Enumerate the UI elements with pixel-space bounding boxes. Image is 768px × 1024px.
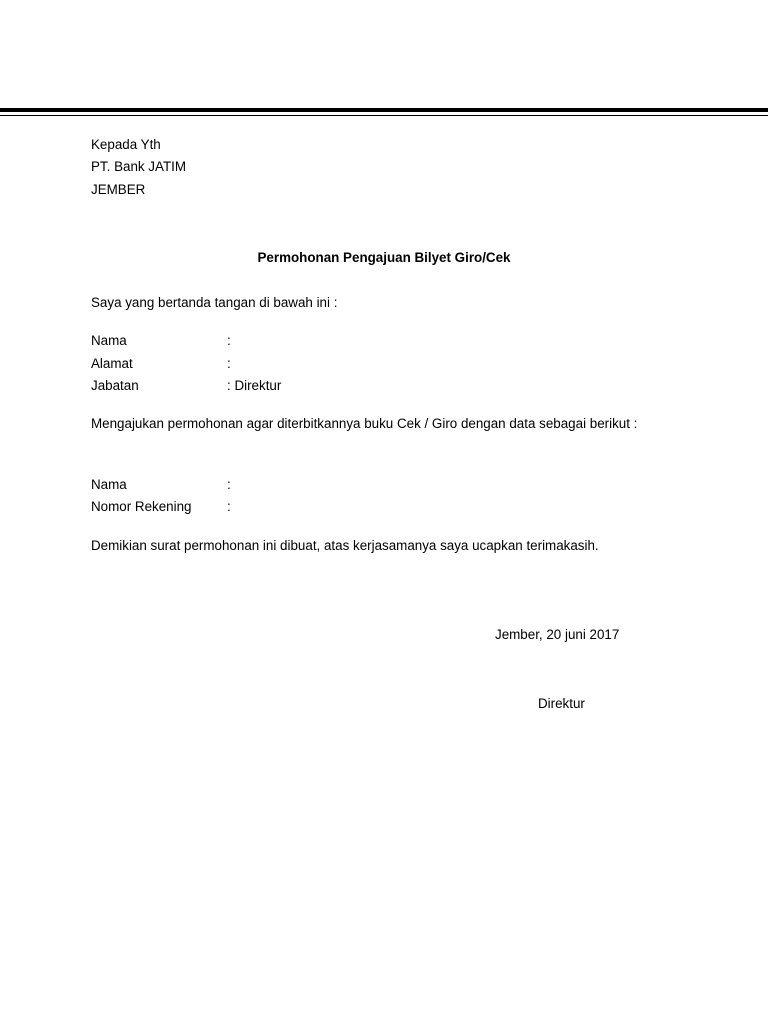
recipient-line-1: Kepada Yth [91,137,161,152]
closing-text: Demikian surat permohonan ini dibuat, atas kerjasamanya saya ucapkan terimakasih. [91,538,599,553]
field-value: : [227,499,231,514]
field-label: Nama [91,333,127,348]
request-paragraph: Mengajukan permohonan agar diterbitkannya buku Cek / Giro dengan data sebagai berikut : [91,416,638,431]
field-value: : [227,356,231,371]
header-rule-thick [0,108,768,112]
signer-field-name [91,333,231,349]
field-value: : [227,333,231,348]
field-label: Nomor Rekening [91,499,192,514]
account-field-name [91,477,231,493]
field-value: : Direktur [227,378,282,393]
field-label: Jabatan [91,378,139,393]
place-date: Jember, 20 juni 2017 [495,627,620,642]
header-rule-thin [0,115,768,116]
intro-text: Saya yang bertanda tangan di bawah ini : [91,295,338,310]
field-label: Nama [91,477,127,492]
field-value: : [227,477,231,492]
signer-field-position [91,378,281,394]
recipient-line-2: PT. Bank JATIM [91,159,186,174]
signatory-title: Direktur [538,696,585,711]
signer-field-address [91,356,231,372]
account-field-number [91,499,231,515]
letter-subject: Permohonan Pengajuan Bilyet Giro/Cek [257,250,511,265]
field-label: Alamat [91,356,133,371]
recipient-line-3: JEMBER [91,182,146,197]
